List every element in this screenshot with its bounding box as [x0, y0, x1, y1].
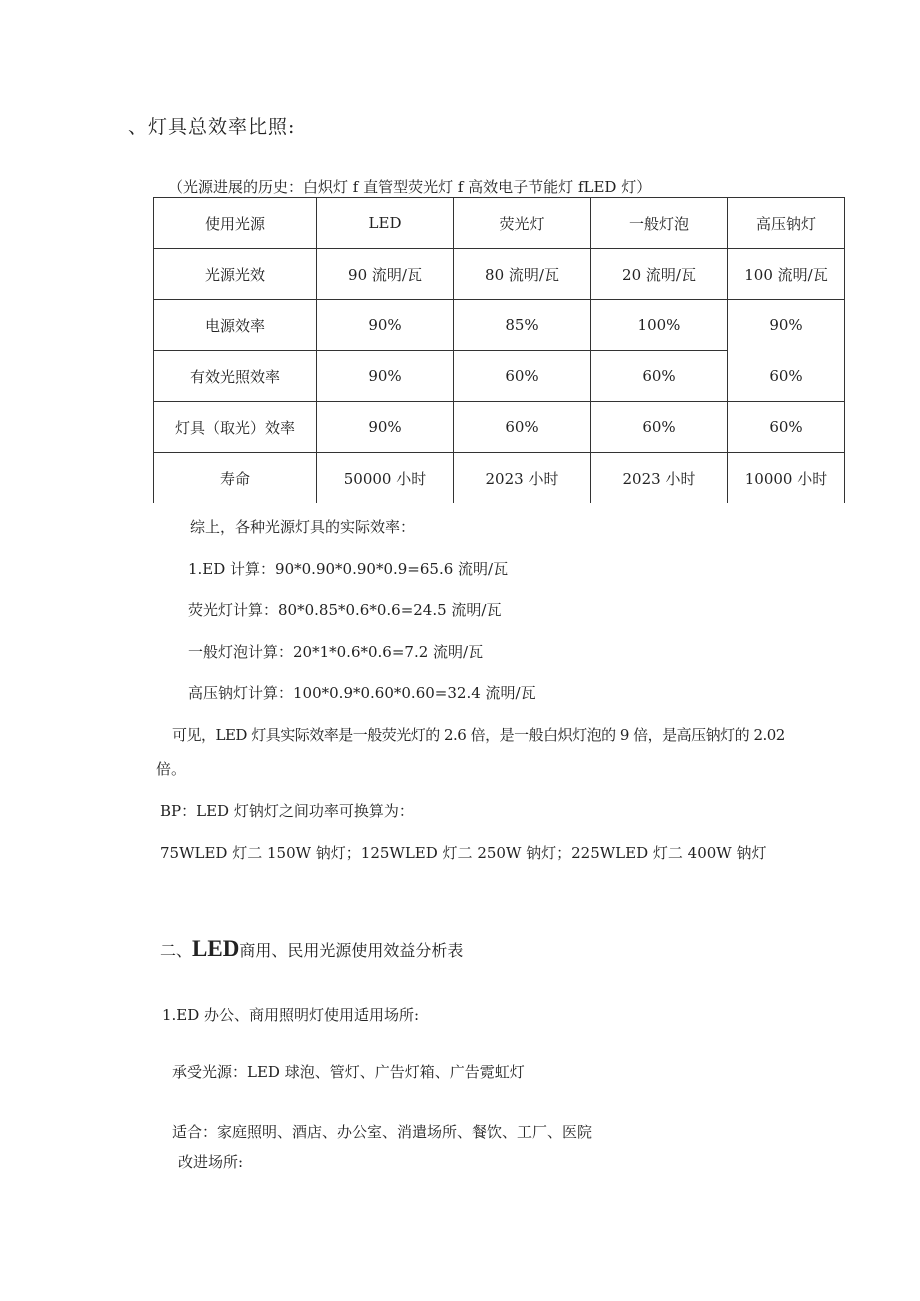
table-cell: 2023 小时 [454, 453, 591, 504]
row-label: 灯具（取光）效率 [154, 402, 317, 453]
section-title-rest: 商用、民用光源使用效益分析表 [239, 941, 464, 960]
table-cell: 90% [317, 402, 454, 453]
table-row [154, 249, 845, 300]
table-cell: 85% [454, 300, 591, 351]
row-label: 电源效率 [154, 300, 317, 351]
table-row [154, 351, 845, 402]
conclusion-text-continued: 倍。 [156, 760, 187, 778]
table-cell: 60% [591, 351, 728, 402]
header-cell: 高压钠灯 [728, 198, 845, 249]
table-cell: 90% [317, 351, 454, 402]
calc-led: 1.ED 计算：90*0.90*0.90*0.9=65.6 流明/瓦 [188, 560, 509, 578]
section-number: 二、 [160, 941, 193, 960]
table-cell: 50000 小时 [317, 453, 454, 504]
table-cell: 20 流明/瓦 [591, 249, 728, 300]
row-label: 寿命 [154, 453, 317, 504]
row-label: 有效光照效率 [154, 351, 317, 402]
table-cell: 90% [728, 300, 845, 351]
light-source-comparison-table [153, 197, 845, 503]
table-cell: 10000 小时 [728, 453, 845, 504]
calc-bulb: 一般灯泡计算：20*1*0.6*0.6=7.2 流明/瓦 [188, 643, 484, 661]
table-cell: 100% [591, 300, 728, 351]
section-title-emphasis: LED [192, 936, 240, 961]
table-header-row [154, 198, 845, 249]
summary-intro: 综上，各种光源灯具的实际效率： [190, 518, 416, 536]
table-cell: 60% [728, 351, 845, 402]
table-cell: 60% [728, 402, 845, 453]
table-cell: 60% [454, 351, 591, 402]
table-row [154, 300, 845, 351]
row-label: 光源光效 [154, 249, 317, 300]
calc-sodium: 高压钠灯计算：100*0.9*0.60*0.60=32.4 流明/瓦 [188, 684, 536, 702]
table-cell: 80 流明/瓦 [454, 249, 591, 300]
section-title-efficiency-comparison: 、灯具总效率比照: [128, 116, 296, 138]
conversion-formula: 75WLED 灯二 150W 钠灯；125WLED 灯二 250W 钠灯；225WLED 灯二 400W 钠灯 [160, 844, 767, 862]
suitable-places: 适合：家庭照明、酒店、办公室、消遣场所、餐饮、工厂、医院 [172, 1123, 593, 1141]
conclusion-text: 可见，LED 灯具实际效率是一般荧光灯的 2.6 倍，是一般白炽灯泡的 9 倍，是高压钠灯的 2.02 [172, 726, 785, 744]
calc-fluorescent: 荧光灯计算：80*0.85*0.6*0.6=24.5 流明/瓦 [188, 601, 502, 619]
header-cell: 荧光灯 [454, 198, 591, 249]
table-cell: 60% [454, 402, 591, 453]
table-cell: 60% [591, 402, 728, 453]
header-cell: LED [317, 198, 454, 249]
header-cell: 使用光源 [154, 198, 317, 249]
table-cell: 2023 小时 [591, 453, 728, 504]
light-source-history-note: （光源进展的历史：白炽灯 f 直管型荧光灯 f 高效电子节能灯 fLED 灯） [168, 178, 652, 196]
table-cell: 100 流明/瓦 [728, 249, 845, 300]
subsection-title: 1.ED 办公、商用照明灯使用适用场所: [162, 1006, 420, 1024]
table-row [154, 402, 845, 453]
header-cell: 一般灯泡 [591, 198, 728, 249]
accepted-light-sources: 承受光源：LED 球泡、管灯、广告灯箱、广告霓虹灯 [172, 1063, 525, 1081]
table-cell: 90% [317, 300, 454, 351]
table-cell: 90 流明/瓦 [317, 249, 454, 300]
table-row [154, 453, 845, 504]
section-title-benefit-analysis [160, 936, 463, 962]
conversion-intro: BP：LED 灯钠灯之间功率可换算为： [160, 802, 414, 820]
improvement-places: 改进场所: [178, 1153, 244, 1171]
